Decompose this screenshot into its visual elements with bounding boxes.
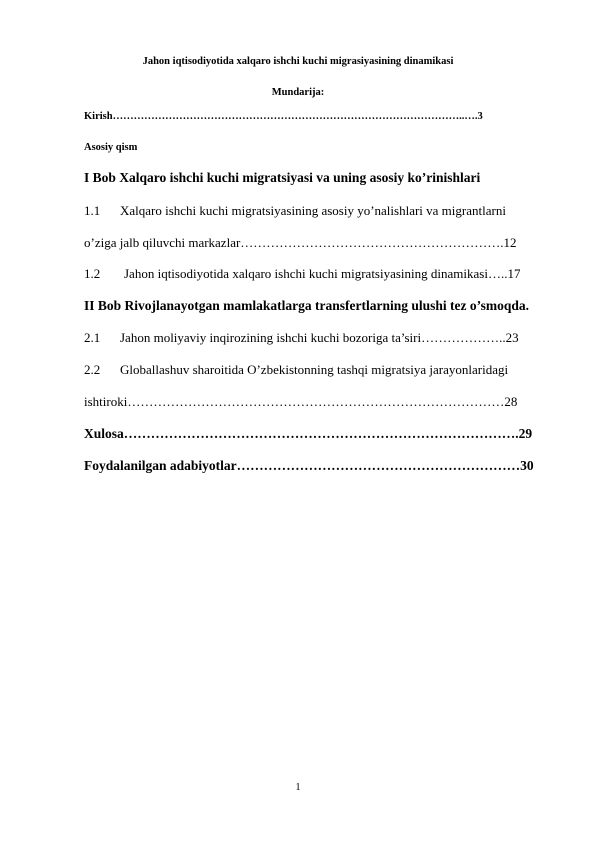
toc-entry-number: 2.2 [84,362,101,377]
page-number: 1 [295,782,301,793]
toc-entry-2-1 [84,330,519,346]
toc-entry-text: Jahon iqtisodiyotida xalqaro ishchi kuchi migratsiyasining dinamikasi…..17 [124,266,521,281]
toc-entry-text: Jahon moliyaviy inqirozining ishchi kuchi bozoriga ta’siri………………..23 [120,330,519,345]
toc-entry-2-2 [84,362,508,378]
toc-entry-number: 2.1 [84,330,101,345]
document-title: Jahon iqtisodiyotida xalqaro ishchi kuchi migrasiyasining dinamikasi [142,56,454,67]
toc-entry-references: Foydalanilgan adabiyotlar………………………………………………………30 [84,458,534,473]
toc-chapter-2: II Bob Rivojlanayotgan mamlakatlarga transfertlarning ulushi tez o’smoqda. [84,298,530,313]
toc-chapter-1: I Bob Xalqaro ishchi kuchi migratsiyasi va uning asosiy ko’rinishlari [84,170,481,185]
toc-entry-intro: Kirish………………………………………………………………………………………..….3 [84,111,483,122]
toc-entry-number: 1.1 [84,203,101,218]
toc-entry-conclusion: Xulosa…………………………………………………………………………….29 [84,426,533,441]
toc-entry-1-1-continued: o’ziga jalb qiluvchi markazlar…………………………………………………….12 [84,235,517,250]
toc-entry-1-2 [84,266,520,282]
toc-heading: Mundarija: [271,87,325,98]
toc-entry-2-2-continued: ishtiroki……………………………………………………………………………28 [84,394,518,409]
toc-entry-1-1 [84,203,506,219]
toc-entry-number: 1.2 [84,266,101,281]
toc-entry-text: Globallashuv sharoitida O’zbekistonning tashqi migratsiya jarayonlaridagi [120,362,509,377]
toc-entry-text: Xalqaro ishchi kuchi migratsiyasining asosiy yo’nalishlari va migrantlarni [120,203,506,218]
toc-main-part-label: Asosiy qism [84,142,138,153]
